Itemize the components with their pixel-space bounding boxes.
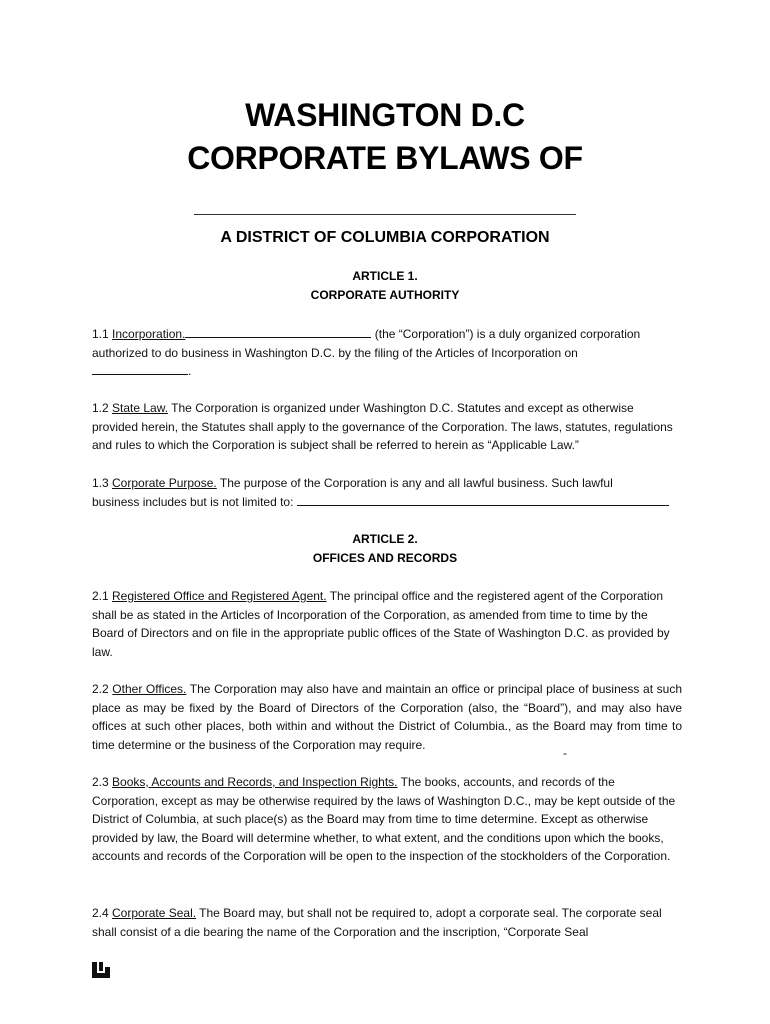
section-2-1-text: The principal office and the registered agent of the Corporation shall be as stated in the Articles of Incorporation of the Corporation, as amended from time to time by the Board of Directors and on file in the appropriate public offices of the State of Washington D.C. as provided by law. (92, 589, 670, 659)
section-2-2-title: Other Offices. (112, 682, 187, 696)
section-1-2-text: The Corporation is organized under Washington D.C. Statutes and except as otherwise provided herein, the Statutes shall apply to the governance of the Corporation. The laws, statutes, regulations and rules to which the Corporation is subject shall be referred to herein as “Applicable Law.” (92, 401, 673, 452)
section-1-3-title: Corporate Purpose. (112, 476, 217, 490)
article-2-heading: OFFICES AND RECORDS (312, 551, 458, 565)
section-1-1 (92, 325, 682, 381)
section-1-2 (92, 399, 682, 455)
stray-dash-mark: - (563, 746, 567, 760)
section-1-3-text-b: business includes but is not limited to: (92, 494, 297, 509)
article-2-number: ARTICLE 2. (352, 532, 418, 546)
section-2-1-title: Registered Office and Registered Agent. (112, 589, 327, 603)
document-subtitle: A DISTRICT OF COLUMBIA CORPORATION (220, 229, 550, 246)
section-2-2 (92, 680, 682, 754)
section-1-2-number: 1.2 (92, 401, 113, 415)
document-logo-icon (92, 962, 110, 983)
section-2-3-number: 2.3 (92, 775, 113, 789)
section-2-4-title: Corporate Seal. (112, 906, 197, 920)
section-2-3-text: The books, accounts, and records of the Corporation, except as may be otherwise required by the laws of Washington D.C., may be kept outside of the District of Columbia, at such place(s) as the Board may from time to time determine. Except as otherwise provided by law, the Board will determine whether, to what extent, and the conditions upon which the books, accounts and records of the Corporation will be open to the inspection of the stockholders of the Corporation. (92, 775, 676, 863)
section-1-1-number: 1.1 (92, 327, 113, 341)
section-2-3 (92, 773, 682, 866)
section-1-1-text-a: (the “Corporation”) is a duly organized corporation (371, 327, 641, 341)
section-2-2-text: The Corporation may also have and maintain an office or principal place of business at such place as may be fixed by the Board of Directors of the Corporation (also, the “Board”), and may also have offices at such other places, both within and without the District of Columbia., as the Board may from time to time determine or the business of the Corporation may require. (92, 682, 682, 752)
incorporation-date-field[interactable] (92, 363, 188, 375)
section-1-3-text-a: The purpose of the Corporation is any and all lawful business. Such lawful (216, 476, 613, 490)
section-1-3 (92, 474, 682, 511)
section-2-4-text: The Board may, but shall not be required to, adopt a corporate seal. The corporate seal shall consist of a die bearing the name of the Corporation and the inscription, “Corporate Seal (92, 906, 662, 939)
section-2-4 (92, 904, 682, 941)
section-1-1-text-b: authorized to do business in Washington D.C. by the filing of the Articles of Incorporation on (92, 345, 578, 360)
section-1-3-number: 1.3 (92, 476, 113, 490)
section-2-2-number: 2.2 (92, 682, 113, 696)
article-1-heading: CORPORATE AUTHORITY (310, 288, 460, 302)
document-title-line1: WASHINGTON D.C (245, 97, 525, 133)
article-1-number: ARTICLE 1. (352, 269, 418, 283)
section-1-1-text-c: . (188, 364, 192, 378)
corporation-name-field[interactable] (185, 326, 371, 338)
section-2-4-number: 2.4 (92, 906, 113, 920)
document-title-line2: CORPORATE BYLAWS OF (187, 140, 583, 176)
section-2-1 (92, 587, 682, 661)
section-1-1-title: Incorporation. (112, 327, 186, 341)
section-1-2-title: State Law. (112, 401, 169, 415)
section-2-1-number: 2.1 (92, 589, 113, 603)
business-purpose-field[interactable] (297, 494, 669, 506)
corporation-name-blank[interactable] (194, 214, 576, 215)
section-2-3-title: Books, Accounts and Records, and Inspection Rights. (112, 775, 398, 789)
